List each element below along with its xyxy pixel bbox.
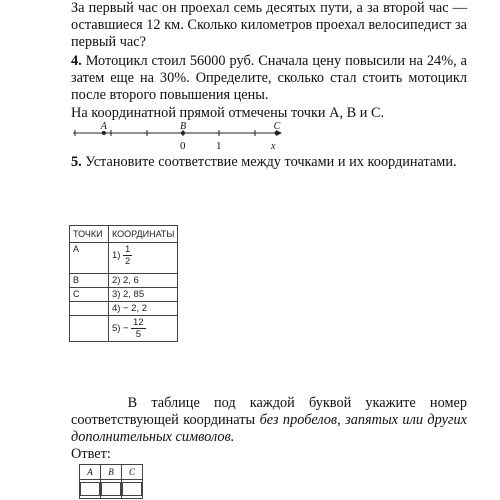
axis-name: x xyxy=(271,141,276,152)
option-1 xyxy=(109,243,178,274)
point-c-label: C xyxy=(273,122,281,132)
header-coordinates: КООРДИНАТЫ xyxy=(109,226,178,243)
tick-label: 1 xyxy=(216,140,222,152)
option-5 xyxy=(109,316,178,342)
option-1-number: 1) xyxy=(112,249,121,261)
option-5-den: 5 xyxy=(135,329,141,340)
option-1-fraction xyxy=(123,244,132,267)
instruction-italic: без пробелов, запятых или других дополнительных символов. xyxy=(71,412,468,445)
answer-input-b[interactable] xyxy=(101,482,121,496)
option-3-number: 3) xyxy=(112,289,121,300)
answer-col-b: В xyxy=(101,465,122,480)
option-4 xyxy=(109,302,178,316)
option-1-num: 1 xyxy=(124,244,131,255)
point-b-label: B xyxy=(180,122,187,132)
point-c-cell: С xyxy=(70,288,109,302)
problem-5 xyxy=(71,154,467,171)
empty-cell-5 xyxy=(70,316,109,342)
option-3 xyxy=(109,288,178,302)
problem-5-number: 5. xyxy=(71,154,82,170)
header-points: ТОЧКИ xyxy=(70,226,109,243)
tick-label: 0 xyxy=(180,140,186,152)
option-2-number: 2) xyxy=(112,275,121,286)
point-a-cell: А xyxy=(70,243,109,274)
numberline-intro: На координатной прямой отмечены точки А, В и С. xyxy=(71,105,385,121)
answer-label: Ответ: xyxy=(71,446,111,462)
point-b-cell: В xyxy=(70,274,109,288)
answer-col-a: А xyxy=(80,465,101,480)
answer-input-a[interactable] xyxy=(80,482,100,496)
option-1-den: 2 xyxy=(124,256,131,267)
match-table xyxy=(69,225,178,342)
option-5-num: 12 xyxy=(133,317,144,328)
option-2-value: 2, 6 xyxy=(122,275,139,286)
answer-col-c: С xyxy=(122,465,143,480)
problem-4 xyxy=(71,53,467,104)
problem-5-text: Установите соответствие между точками и их координатами. xyxy=(81,154,457,170)
option-4-number: 4) xyxy=(112,303,121,314)
answer-table xyxy=(79,464,143,499)
problem-4-number: 4. xyxy=(71,53,82,69)
instruction-plain: В таблице под каждой буквой укажите номер соответствующей координаты xyxy=(71,395,467,428)
problem-3-text: За первый час он проехал семь десятых пути, а за второй час — оставшиеся 12 км. Сколько километров проехал велосипедист за первый час? xyxy=(71,0,467,50)
option-5-number: 5) xyxy=(112,322,121,334)
option-3-value: 2, 85 xyxy=(122,289,145,300)
empty-cell-4 xyxy=(70,302,109,316)
option-4-value: − 2, 2 xyxy=(122,303,148,314)
option-2 xyxy=(109,274,178,288)
option-5-fraction xyxy=(131,317,146,340)
answer-input-c[interactable] xyxy=(122,482,142,496)
number-line xyxy=(71,122,286,154)
option-5-sign: − xyxy=(122,322,129,334)
point-a-label: A xyxy=(100,122,107,132)
problem-4-text: Мотоцикл стоил 56000 руб. Сначала цену повысили на 24%, а затем еще на 30%. Определите, сколько стал стоить мотоцикл после второго повышения цены. xyxy=(71,53,467,103)
instruction xyxy=(71,395,467,446)
